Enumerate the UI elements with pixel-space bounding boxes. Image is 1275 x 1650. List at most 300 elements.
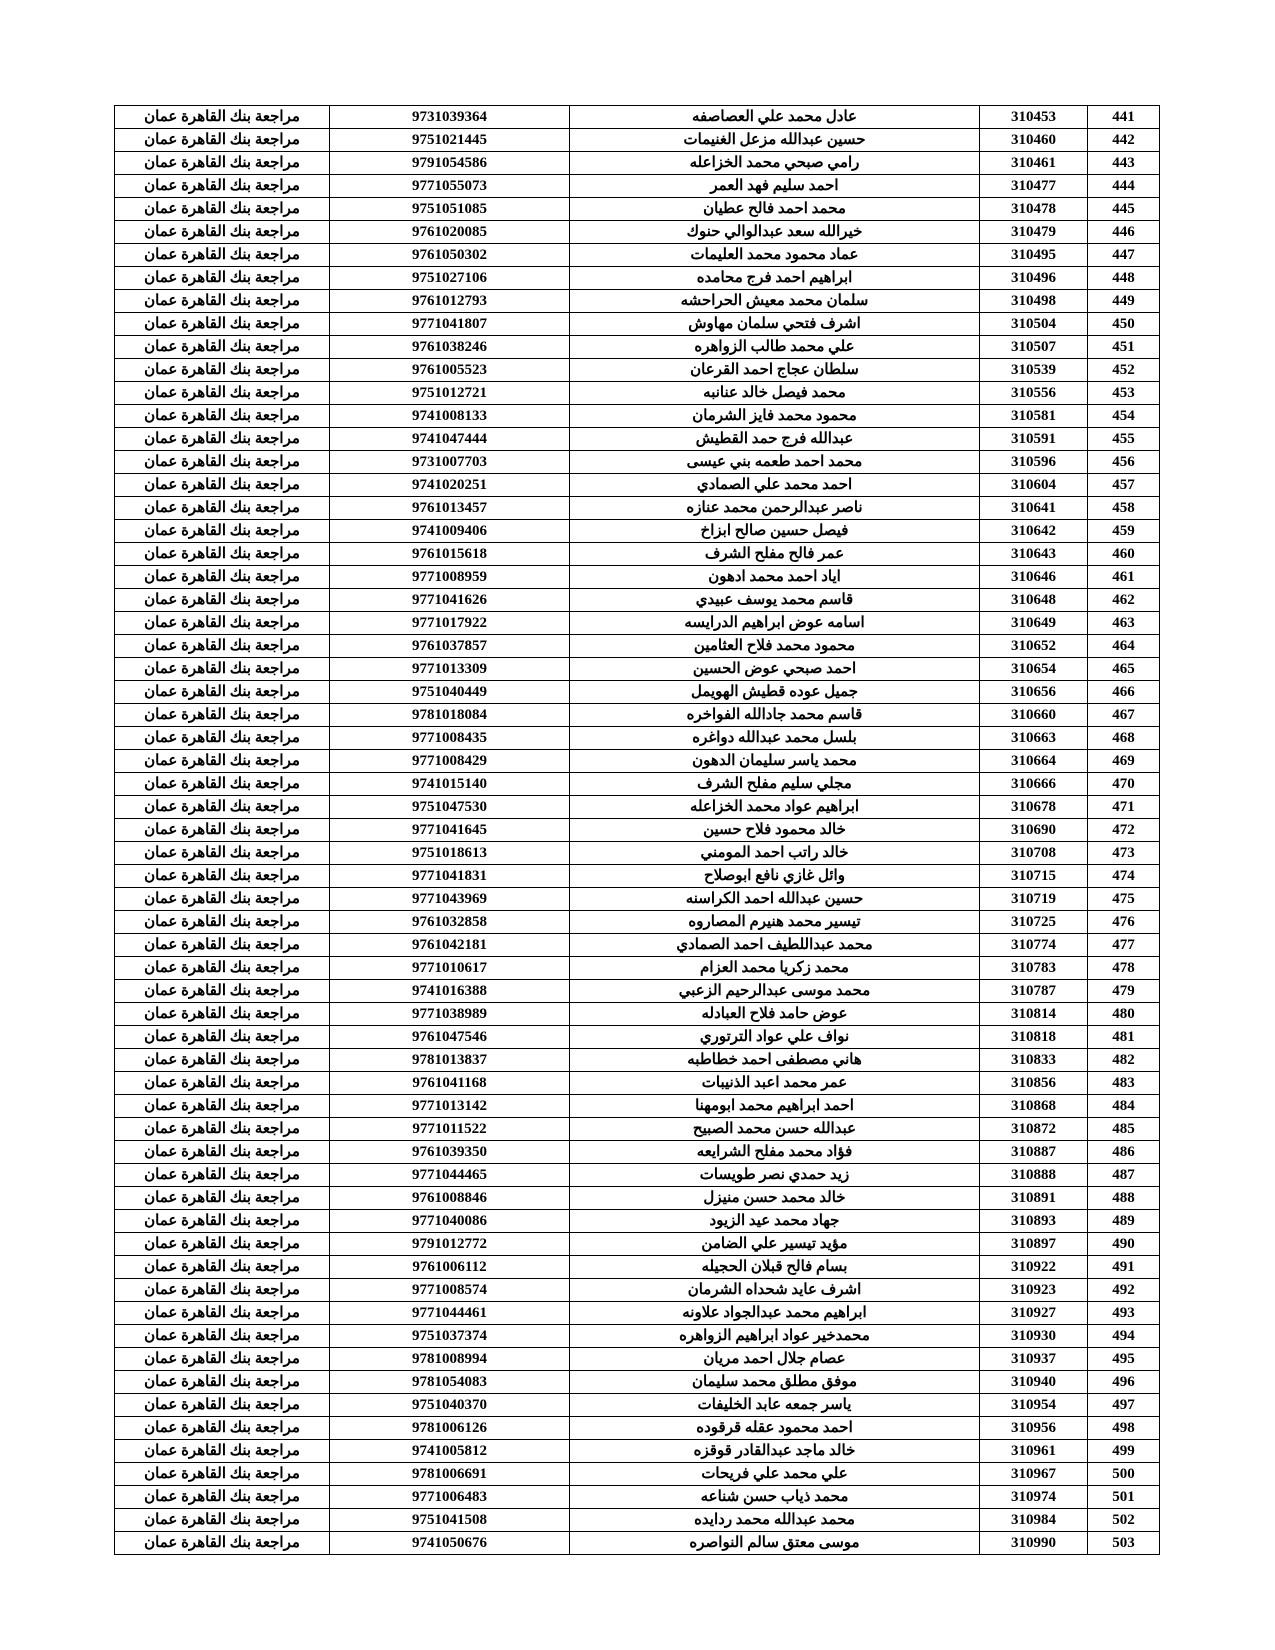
cell-record-id: 310814: [980, 1003, 1088, 1026]
table-row: [115, 750, 1160, 773]
table-row: [115, 1325, 1160, 1348]
table-row: [115, 221, 1160, 244]
cell-note: مراجعة بنك القاهرة عمان: [115, 497, 330, 520]
table-row: [115, 1463, 1160, 1486]
table-row: [115, 1164, 1160, 1187]
cell-name: موفق مطلق محمد سليمان: [570, 1371, 980, 1394]
cell-phone: 9761015618: [330, 543, 570, 566]
cell-record-id: 310666: [980, 773, 1088, 796]
cell-name: محمد موسى عبدالرحيم الزعبي: [570, 980, 980, 1003]
cell-sequence: 492: [1088, 1279, 1160, 1302]
table-row: [115, 313, 1160, 336]
table-row: [115, 1509, 1160, 1532]
cell-phone: 9761020085: [330, 221, 570, 244]
cell-phone: 9771041831: [330, 865, 570, 888]
cell-record-id: 310930: [980, 1325, 1088, 1348]
cell-note: مراجعة بنك القاهرة عمان: [115, 1394, 330, 1417]
cell-note: مراجعة بنك القاهرة عمان: [115, 1417, 330, 1440]
cell-phone: 9771041645: [330, 819, 570, 842]
cell-note: مراجعة بنك القاهرة عمان: [115, 221, 330, 244]
cell-record-id: 310833: [980, 1049, 1088, 1072]
table-row: [115, 658, 1160, 681]
cell-name: ابراهيم عواد محمد الخزاعله: [570, 796, 980, 819]
cell-sequence: 444: [1088, 175, 1160, 198]
cell-record-id: 310715: [980, 865, 1088, 888]
cell-phone: 9771041626: [330, 589, 570, 612]
cell-name: اياد احمد محمد ادهون: [570, 566, 980, 589]
cell-sequence: 481: [1088, 1026, 1160, 1049]
cell-sequence: 482: [1088, 1049, 1160, 1072]
cell-phone: 9751037374: [330, 1325, 570, 1348]
cell-sequence: 443: [1088, 152, 1160, 175]
table-row: [115, 773, 1160, 796]
cell-phone: 9741047444: [330, 428, 570, 451]
records-table-body: [115, 106, 1160, 1555]
cell-note: مراجعة بنك القاهرة عمان: [115, 1325, 330, 1348]
cell-record-id: 310893: [980, 1210, 1088, 1233]
table-row: [115, 1302, 1160, 1325]
cell-record-id: 310937: [980, 1348, 1088, 1371]
cell-name: خيرالله سعد عبدالوالي حنوك: [570, 221, 980, 244]
cell-name: محمد فيصل خالد عنانبه: [570, 382, 980, 405]
cell-phone: 9761005523: [330, 359, 570, 382]
table-row: [115, 911, 1160, 934]
cell-sequence: 467: [1088, 704, 1160, 727]
cell-phone: 9771008959: [330, 566, 570, 589]
cell-name: بسام فالح قبلان الحجيله: [570, 1256, 980, 1279]
cell-record-id: 310596: [980, 451, 1088, 474]
cell-phone: 9761047546: [330, 1026, 570, 1049]
cell-note: مراجعة بنك القاهرة عمان: [115, 1440, 330, 1463]
cell-note: مراجعة بنك القاهرة عمان: [115, 1072, 330, 1095]
cell-phone: 9771017922: [330, 612, 570, 635]
cell-note: مراجعة بنك القاهرة عمان: [115, 1118, 330, 1141]
table-row: [115, 1210, 1160, 1233]
cell-phone: 9761032858: [330, 911, 570, 934]
cell-record-id: 310974: [980, 1486, 1088, 1509]
table-row: [115, 589, 1160, 612]
cell-note: مراجعة بنك القاهرة عمان: [115, 1302, 330, 1325]
cell-record-id: 310725: [980, 911, 1088, 934]
cell-sequence: 472: [1088, 819, 1160, 842]
cell-note: مراجعة بنك القاهرة عمان: [115, 1003, 330, 1026]
cell-sequence: 503: [1088, 1532, 1160, 1555]
cell-record-id: 310690: [980, 819, 1088, 842]
cell-sequence: 456: [1088, 451, 1160, 474]
cell-phone: 9761012793: [330, 290, 570, 313]
cell-name: وائل غازي نافع ابوصلاح: [570, 865, 980, 888]
cell-name: ابراهيم محمد عبدالجواد علاونه: [570, 1302, 980, 1325]
cell-phone: 9761013457: [330, 497, 570, 520]
table-row: [115, 106, 1160, 129]
cell-phone: 9751021445: [330, 129, 570, 152]
cell-note: مراجعة بنك القاهرة عمان: [115, 704, 330, 727]
cell-record-id: 310646: [980, 566, 1088, 589]
table-row: [115, 635, 1160, 658]
cell-sequence: 499: [1088, 1440, 1160, 1463]
cell-note: مراجعة بنك القاهرة عمان: [115, 635, 330, 658]
cell-phone: 9751040449: [330, 681, 570, 704]
cell-record-id: 310591: [980, 428, 1088, 451]
cell-name: ابراهيم احمد فرج محامده: [570, 267, 980, 290]
cell-sequence: 475: [1088, 888, 1160, 911]
cell-note: مراجعة بنك القاهرة عمان: [115, 1371, 330, 1394]
cell-sequence: 460: [1088, 543, 1160, 566]
cell-phone: 9771044465: [330, 1164, 570, 1187]
cell-note: مراجعة بنك القاهرة عمان: [115, 1187, 330, 1210]
cell-sequence: 487: [1088, 1164, 1160, 1187]
cell-sequence: 474: [1088, 865, 1160, 888]
cell-phone: 9751040370: [330, 1394, 570, 1417]
cell-record-id: 310897: [980, 1233, 1088, 1256]
cell-sequence: 462: [1088, 589, 1160, 612]
cell-note: مراجعة بنك القاهرة عمان: [115, 934, 330, 957]
table-row: [115, 175, 1160, 198]
cell-record-id: 310678: [980, 796, 1088, 819]
cell-phone: 9771008574: [330, 1279, 570, 1302]
cell-record-id: 310787: [980, 980, 1088, 1003]
cell-phone: 9781006126: [330, 1417, 570, 1440]
cell-name: عبدالله فرج حمد القطيش: [570, 428, 980, 451]
cell-name: محمد احمد طعمه بني عيسى: [570, 451, 980, 474]
table-row: [115, 1049, 1160, 1072]
cell-record-id: 310719: [980, 888, 1088, 911]
cell-name: هاني مصطفى احمد خطاطبه: [570, 1049, 980, 1072]
cell-note: مراجعة بنك القاهرة عمان: [115, 129, 330, 152]
cell-name: سلمان محمد معيش الحراحشه: [570, 290, 980, 313]
cell-record-id: 310887: [980, 1141, 1088, 1164]
cell-name: حسين عبدالله احمد الكراسنه: [570, 888, 980, 911]
cell-record-id: 310984: [980, 1509, 1088, 1532]
cell-note: مراجعة بنك القاهرة عمان: [115, 888, 330, 911]
cell-record-id: 310478: [980, 198, 1088, 221]
cell-name: فيصل حسين صالح ابزاخ: [570, 520, 980, 543]
cell-sequence: 502: [1088, 1509, 1160, 1532]
cell-note: مراجعة بنك القاهرة عمان: [115, 612, 330, 635]
cell-record-id: 310539: [980, 359, 1088, 382]
cell-name: نواف علي عواد الترتوري: [570, 1026, 980, 1049]
cell-sequence: 450: [1088, 313, 1160, 336]
cell-note: مراجعة بنك القاهرة عمان: [115, 1164, 330, 1187]
cell-phone: 9741009406: [330, 520, 570, 543]
cell-note: مراجعة بنك القاهرة عمان: [115, 658, 330, 681]
table-row: [115, 1233, 1160, 1256]
cell-sequence: 477: [1088, 934, 1160, 957]
cell-phone: 9771011522: [330, 1118, 570, 1141]
cell-phone: 9791012772: [330, 1233, 570, 1256]
cell-sequence: 479: [1088, 980, 1160, 1003]
cell-sequence: 495: [1088, 1348, 1160, 1371]
cell-name: احمد محمود عقله قرقوده: [570, 1417, 980, 1440]
cell-sequence: 465: [1088, 658, 1160, 681]
cell-record-id: 310649: [980, 612, 1088, 635]
cell-name: ياسر جمعه عابد الخليفات: [570, 1394, 980, 1417]
cell-name: احمد صبحي عوض الحسين: [570, 658, 980, 681]
cell-phone: 9771055073: [330, 175, 570, 198]
cell-note: مراجعة بنك القاهرة عمان: [115, 267, 330, 290]
cell-name: محمد عبدالله محمد ردايده: [570, 1509, 980, 1532]
cell-name: جهاد محمد عيد الزيود: [570, 1210, 980, 1233]
cell-note: مراجعة بنك القاهرة عمان: [115, 865, 330, 888]
cell-name: عوض حامد فلاح العبادله: [570, 1003, 980, 1026]
cell-record-id: 310961: [980, 1440, 1088, 1463]
cell-name: خالد راتب احمد المومني: [570, 842, 980, 865]
cell-name: رامي صبحي محمد الخزاعله: [570, 152, 980, 175]
table-row: [115, 290, 1160, 313]
cell-phone: 9771041807: [330, 313, 570, 336]
cell-phone: 9781018084: [330, 704, 570, 727]
cell-phone: 9781013837: [330, 1049, 570, 1072]
cell-record-id: 310654: [980, 658, 1088, 681]
cell-note: مراجعة بنك القاهرة عمان: [115, 290, 330, 313]
cell-note: مراجعة بنك القاهرة عمان: [115, 681, 330, 704]
cell-sequence: 441: [1088, 106, 1160, 129]
cell-note: مراجعة بنك القاهرة عمان: [115, 520, 330, 543]
cell-phone: 9771013309: [330, 658, 570, 681]
cell-note: مراجعة بنك القاهرة عمان: [115, 1210, 330, 1233]
cell-note: مراجعة بنك القاهرة عمان: [115, 1509, 330, 1532]
cell-sequence: 493: [1088, 1302, 1160, 1325]
table-row: [115, 934, 1160, 957]
cell-phone: 9771044461: [330, 1302, 570, 1325]
table-row: [115, 382, 1160, 405]
table-row: [115, 1348, 1160, 1371]
cell-name: فؤاد محمد مفلح الشرايعه: [570, 1141, 980, 1164]
cell-phone: 9761037857: [330, 635, 570, 658]
table-row: [115, 1118, 1160, 1141]
cell-sequence: 483: [1088, 1072, 1160, 1095]
cell-name: اشرف فتحي سلمان مهاوش: [570, 313, 980, 336]
table-row: [115, 1026, 1160, 1049]
cell-record-id: 310479: [980, 221, 1088, 244]
table-row: [115, 543, 1160, 566]
cell-sequence: 464: [1088, 635, 1160, 658]
cell-name: عصام جلال احمد مريان: [570, 1348, 980, 1371]
cell-record-id: 310660: [980, 704, 1088, 727]
cell-sequence: 498: [1088, 1417, 1160, 1440]
records-table: [114, 105, 1160, 1555]
cell-phone: 9751027106: [330, 267, 570, 290]
cell-name: عمر محمد اعبد الذنيبات: [570, 1072, 980, 1095]
cell-sequence: 470: [1088, 773, 1160, 796]
cell-record-id: 310927: [980, 1302, 1088, 1325]
table-row: [115, 405, 1160, 428]
cell-name: اشرف عايد شحداه الشرمان: [570, 1279, 980, 1302]
cell-name: زيد حمدي نصر طويسات: [570, 1164, 980, 1187]
cell-phone: 9741008133: [330, 405, 570, 428]
cell-record-id: 310774: [980, 934, 1088, 957]
cell-sequence: 446: [1088, 221, 1160, 244]
cell-sequence: 466: [1088, 681, 1160, 704]
cell-name: محمد ياسر سليمان الدهون: [570, 750, 980, 773]
cell-record-id: 310581: [980, 405, 1088, 428]
cell-note: مراجعة بنك القاهرة عمان: [115, 796, 330, 819]
cell-phone: 9771043969: [330, 888, 570, 911]
cell-note: مراجعة بنك القاهرة عمان: [115, 1026, 330, 1049]
cell-phone: 9761041168: [330, 1072, 570, 1095]
table-row: [115, 1072, 1160, 1095]
cell-record-id: 310460: [980, 129, 1088, 152]
table-row: [115, 1394, 1160, 1417]
cell-record-id: 310652: [980, 635, 1088, 658]
cell-phone: 9791054586: [330, 152, 570, 175]
cell-note: مراجعة بنك القاهرة عمان: [115, 1049, 330, 1072]
table-row: [115, 474, 1160, 497]
cell-record-id: 310556: [980, 382, 1088, 405]
cell-name: حسين عبدالله مزعل الغنيمات: [570, 129, 980, 152]
cell-name: محمد احمد فالح عطيان: [570, 198, 980, 221]
table-row: [115, 152, 1160, 175]
cell-note: مراجعة بنك القاهرة عمان: [115, 1233, 330, 1256]
cell-note: مراجعة بنك القاهرة عمان: [115, 957, 330, 980]
cell-sequence: 469: [1088, 750, 1160, 773]
cell-phone: 9751047530: [330, 796, 570, 819]
cell-sequence: 500: [1088, 1463, 1160, 1486]
cell-record-id: 310461: [980, 152, 1088, 175]
cell-record-id: 310656: [980, 681, 1088, 704]
cell-sequence: 488: [1088, 1187, 1160, 1210]
cell-name: محمود محمد فايز الشرمان: [570, 405, 980, 428]
cell-sequence: 452: [1088, 359, 1160, 382]
cell-phone: 9731007703: [330, 451, 570, 474]
table-row: [115, 1279, 1160, 1302]
cell-phone: 9741005812: [330, 1440, 570, 1463]
cell-name: جميل عوده قطيش الهويمل: [570, 681, 980, 704]
cell-record-id: 310922: [980, 1256, 1088, 1279]
cell-note: مراجعة بنك القاهرة عمان: [115, 543, 330, 566]
cell-note: مراجعة بنك القاهرة عمان: [115, 750, 330, 773]
cell-phone: 9741050676: [330, 1532, 570, 1555]
table-row: [115, 1371, 1160, 1394]
cell-record-id: 310496: [980, 267, 1088, 290]
table-row: [115, 727, 1160, 750]
table-row: [115, 819, 1160, 842]
cell-sequence: 458: [1088, 497, 1160, 520]
table-row: [115, 359, 1160, 382]
cell-sequence: 478: [1088, 957, 1160, 980]
cell-sequence: 491: [1088, 1256, 1160, 1279]
cell-name: محمد عبداللطيف احمد الصمادي: [570, 934, 980, 957]
cell-sequence: 473: [1088, 842, 1160, 865]
cell-name: تيسير محمد هنيرم المصاروه: [570, 911, 980, 934]
cell-note: مراجعة بنك القاهرة عمان: [115, 336, 330, 359]
cell-record-id: 310940: [980, 1371, 1088, 1394]
table-row: [115, 681, 1160, 704]
cell-name: قاسم محمد جادالله الفواخره: [570, 704, 980, 727]
cell-record-id: 310648: [980, 589, 1088, 612]
cell-sequence: 497: [1088, 1394, 1160, 1417]
cell-name: محمود محمد فلاح العثامين: [570, 635, 980, 658]
table-row: [115, 520, 1160, 543]
cell-sequence: 449: [1088, 290, 1160, 313]
table-row: [115, 336, 1160, 359]
cell-sequence: 442: [1088, 129, 1160, 152]
cell-note: مراجعة بنك القاهرة عمان: [115, 589, 330, 612]
cell-name: محمدخير عواد ابراهيم الزواهره: [570, 1325, 980, 1348]
table-row: [115, 451, 1160, 474]
cell-record-id: 310708: [980, 842, 1088, 865]
cell-note: مراجعة بنك القاهرة عمان: [115, 911, 330, 934]
table-row: [115, 1003, 1160, 1026]
cell-note: مراجعة بنك القاهرة عمان: [115, 1141, 330, 1164]
table-row: [115, 566, 1160, 589]
cell-name: مؤيد تيسير علي الضامن: [570, 1233, 980, 1256]
cell-note: مراجعة بنك القاهرة عمان: [115, 152, 330, 175]
cell-record-id: 310856: [980, 1072, 1088, 1095]
cell-name: موسى معتق سالم النواصره: [570, 1532, 980, 1555]
cell-sequence: 453: [1088, 382, 1160, 405]
table-row: [115, 198, 1160, 221]
table-row: [115, 957, 1160, 980]
cell-name: احمد محمد علي الصمادي: [570, 474, 980, 497]
cell-sequence: 501: [1088, 1486, 1160, 1509]
cell-note: مراجعة بنك القاهرة عمان: [115, 313, 330, 336]
table-row: [115, 1532, 1160, 1555]
cell-phone: 9761006112: [330, 1256, 570, 1279]
cell-phone: 9741015140: [330, 773, 570, 796]
cell-phone: 9771008435: [330, 727, 570, 750]
cell-phone: 9781006691: [330, 1463, 570, 1486]
cell-record-id: 310954: [980, 1394, 1088, 1417]
cell-sequence: 461: [1088, 566, 1160, 589]
cell-record-id: 310888: [980, 1164, 1088, 1187]
cell-sequence: 490: [1088, 1233, 1160, 1256]
cell-note: مراجعة بنك القاهرة عمان: [115, 198, 330, 221]
cell-sequence: 451: [1088, 336, 1160, 359]
cell-record-id: 310818: [980, 1026, 1088, 1049]
cell-sequence: 445: [1088, 198, 1160, 221]
table-row: [115, 129, 1160, 152]
table-row: [115, 980, 1160, 1003]
cell-note: مراجعة بنك القاهرة عمان: [115, 474, 330, 497]
cell-name: احمد سليم فهد العمر: [570, 175, 980, 198]
cell-sequence: 448: [1088, 267, 1160, 290]
cell-phone: 9771006483: [330, 1486, 570, 1509]
cell-phone: 9751018613: [330, 842, 570, 865]
cell-sequence: 463: [1088, 612, 1160, 635]
cell-note: مراجعة بنك القاهرة عمان: [115, 106, 330, 129]
cell-note: مراجعة بنك القاهرة عمان: [115, 819, 330, 842]
cell-name: اسامه عوض ابراهيم الدرايسه: [570, 612, 980, 635]
cell-note: مراجعة بنك القاهرة عمان: [115, 1256, 330, 1279]
cell-note: مراجعة بنك القاهرة عمان: [115, 842, 330, 865]
cell-record-id: 310990: [980, 1532, 1088, 1555]
cell-note: مراجعة بنك القاهرة عمان: [115, 1486, 330, 1509]
table-row: [115, 428, 1160, 451]
cell-sequence: 486: [1088, 1141, 1160, 1164]
table-row: [115, 267, 1160, 290]
cell-record-id: 310641: [980, 497, 1088, 520]
table-row: [115, 888, 1160, 911]
cell-name: سلطان عجاج احمد القرعان: [570, 359, 980, 382]
cell-note: مراجعة بنك القاهرة عمان: [115, 1532, 330, 1555]
cell-record-id: 310923: [980, 1279, 1088, 1302]
cell-phone: 9771013142: [330, 1095, 570, 1118]
cell-name: عبدالله حسن محمد الصبيح: [570, 1118, 980, 1141]
cell-sequence: 485: [1088, 1118, 1160, 1141]
cell-name: محمد ذياب حسن شناعه: [570, 1486, 980, 1509]
table-row: [115, 1187, 1160, 1210]
cell-phone: 9771010617: [330, 957, 570, 980]
cell-record-id: 310643: [980, 543, 1088, 566]
cell-name: مجلي سليم مفلح الشرف: [570, 773, 980, 796]
cell-phone: 9751051085: [330, 198, 570, 221]
table-row: [115, 865, 1160, 888]
cell-note: مراجعة بنك القاهرة عمان: [115, 175, 330, 198]
cell-sequence: 496: [1088, 1371, 1160, 1394]
cell-record-id: 310967: [980, 1463, 1088, 1486]
table-row: [115, 1486, 1160, 1509]
